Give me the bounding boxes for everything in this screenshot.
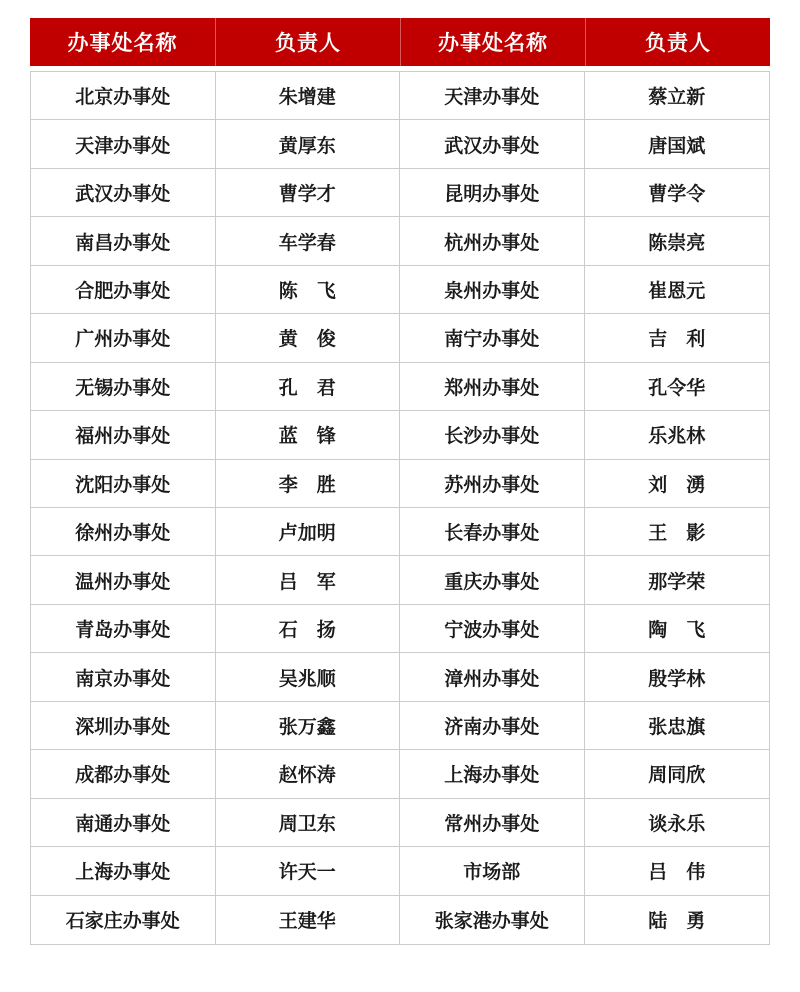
person-cell: 吕 伟: [585, 847, 770, 895]
person-cell: 孔令华: [585, 363, 770, 411]
office-cell: 重庆办事处: [400, 556, 585, 604]
office-cell: 广州办事处: [31, 314, 216, 362]
office-cell: 南宁办事处: [400, 314, 585, 362]
person-cell: 王建华: [216, 896, 401, 944]
person-cell: 蓝 锋: [216, 411, 401, 459]
person-cell: 卢加明: [216, 508, 401, 556]
office-cell: 上海办事处: [31, 847, 216, 895]
office-cell: 南昌办事处: [31, 217, 216, 265]
person-cell: 黄 俊: [216, 314, 401, 362]
person-cell: 李 胜: [216, 460, 401, 508]
office-cell: 深圳办事处: [31, 702, 216, 750]
office-cell: 成都办事处: [31, 750, 216, 798]
office-contact-table: [30, 18, 770, 945]
header-cell-person-left: 负责人: [215, 18, 400, 66]
person-cell: 殷学林: [585, 653, 770, 701]
office-cell: 长春办事处: [400, 508, 585, 556]
header-cell-office-name-right: 办事处名称: [400, 18, 585, 66]
office-cell: 昆明办事处: [400, 169, 585, 217]
office-cell: 常州办事处: [400, 799, 585, 847]
office-cell: 市场部: [400, 847, 585, 895]
office-cell: 北京办事处: [31, 72, 216, 120]
person-cell: 吉 利: [585, 314, 770, 362]
office-cell: 徐州办事处: [31, 508, 216, 556]
table-body: [30, 71, 770, 945]
office-cell: 南通办事处: [31, 799, 216, 847]
office-cell: 合肥办事处: [31, 266, 216, 314]
person-cell: 赵怀涛: [216, 750, 401, 798]
office-cell: 长沙办事处: [400, 411, 585, 459]
person-cell: 朱增建: [216, 72, 401, 120]
person-cell: 张万鑫: [216, 702, 401, 750]
person-cell: 谈永乐: [585, 799, 770, 847]
office-cell: 济南办事处: [400, 702, 585, 750]
person-cell: 那学荣: [585, 556, 770, 604]
person-cell: 周卫东: [216, 799, 401, 847]
person-cell: 许天一: [216, 847, 401, 895]
person-cell: 曹学才: [216, 169, 401, 217]
office-cell: 武汉办事处: [400, 120, 585, 168]
person-cell: 车学春: [216, 217, 401, 265]
person-cell: 吴兆顺: [216, 653, 401, 701]
office-cell: 张家港办事处: [400, 896, 585, 944]
office-cell: 福州办事处: [31, 411, 216, 459]
person-cell: 刘 湧: [585, 460, 770, 508]
person-cell: 乐兆林: [585, 411, 770, 459]
person-cell: 陆 勇: [648, 911, 706, 933]
office-cell: 上海办事处: [400, 750, 585, 798]
office-cell: 沈阳办事处: [31, 460, 216, 508]
office-cell: 泉州办事处: [400, 266, 585, 314]
office-cell: 青岛办事处: [31, 605, 216, 653]
person-cell: 陈 飞: [216, 266, 401, 314]
person-cell: 孔 君: [216, 363, 401, 411]
person-cell: 王 影: [585, 508, 770, 556]
office-cell: 宁波办事处: [400, 605, 585, 653]
office-cell: 武汉办事处: [31, 169, 216, 217]
person-cell: 陈崇亮: [585, 217, 770, 265]
office-cell: 苏州办事处: [400, 460, 585, 508]
person-cell: 蔡立新: [585, 72, 770, 120]
person-cell: 石 扬: [216, 605, 401, 653]
office-cell: 温州办事处: [31, 556, 216, 604]
office-cell: 杭州办事处: [400, 217, 585, 265]
person-cell: 曹学令: [585, 169, 770, 217]
header-cell-office-name-left: 办事处名称: [67, 32, 178, 55]
person-cell: 崔恩元: [585, 266, 770, 314]
office-cell: 郑州办事处: [400, 363, 585, 411]
person-cell: 唐国斌: [585, 120, 770, 168]
person-cell: 黄厚东: [216, 120, 401, 168]
person-cell: 周同欣: [585, 750, 770, 798]
person-cell: 张忠旗: [585, 702, 770, 750]
office-cell: 南京办事处: [31, 653, 216, 701]
office-cell: 无锡办事处: [31, 363, 216, 411]
office-cell: 漳州办事处: [400, 653, 585, 701]
office-cell: 石家庄办事处: [31, 896, 216, 944]
person-cell: 吕 军: [216, 556, 401, 604]
office-cell: 天津办事处: [400, 72, 585, 120]
office-cell: 天津办事处: [31, 120, 216, 168]
person-cell: 陶 飞: [585, 605, 770, 653]
header-cell-person-right: 负责人: [585, 18, 770, 66]
table-header-row: [30, 18, 770, 66]
